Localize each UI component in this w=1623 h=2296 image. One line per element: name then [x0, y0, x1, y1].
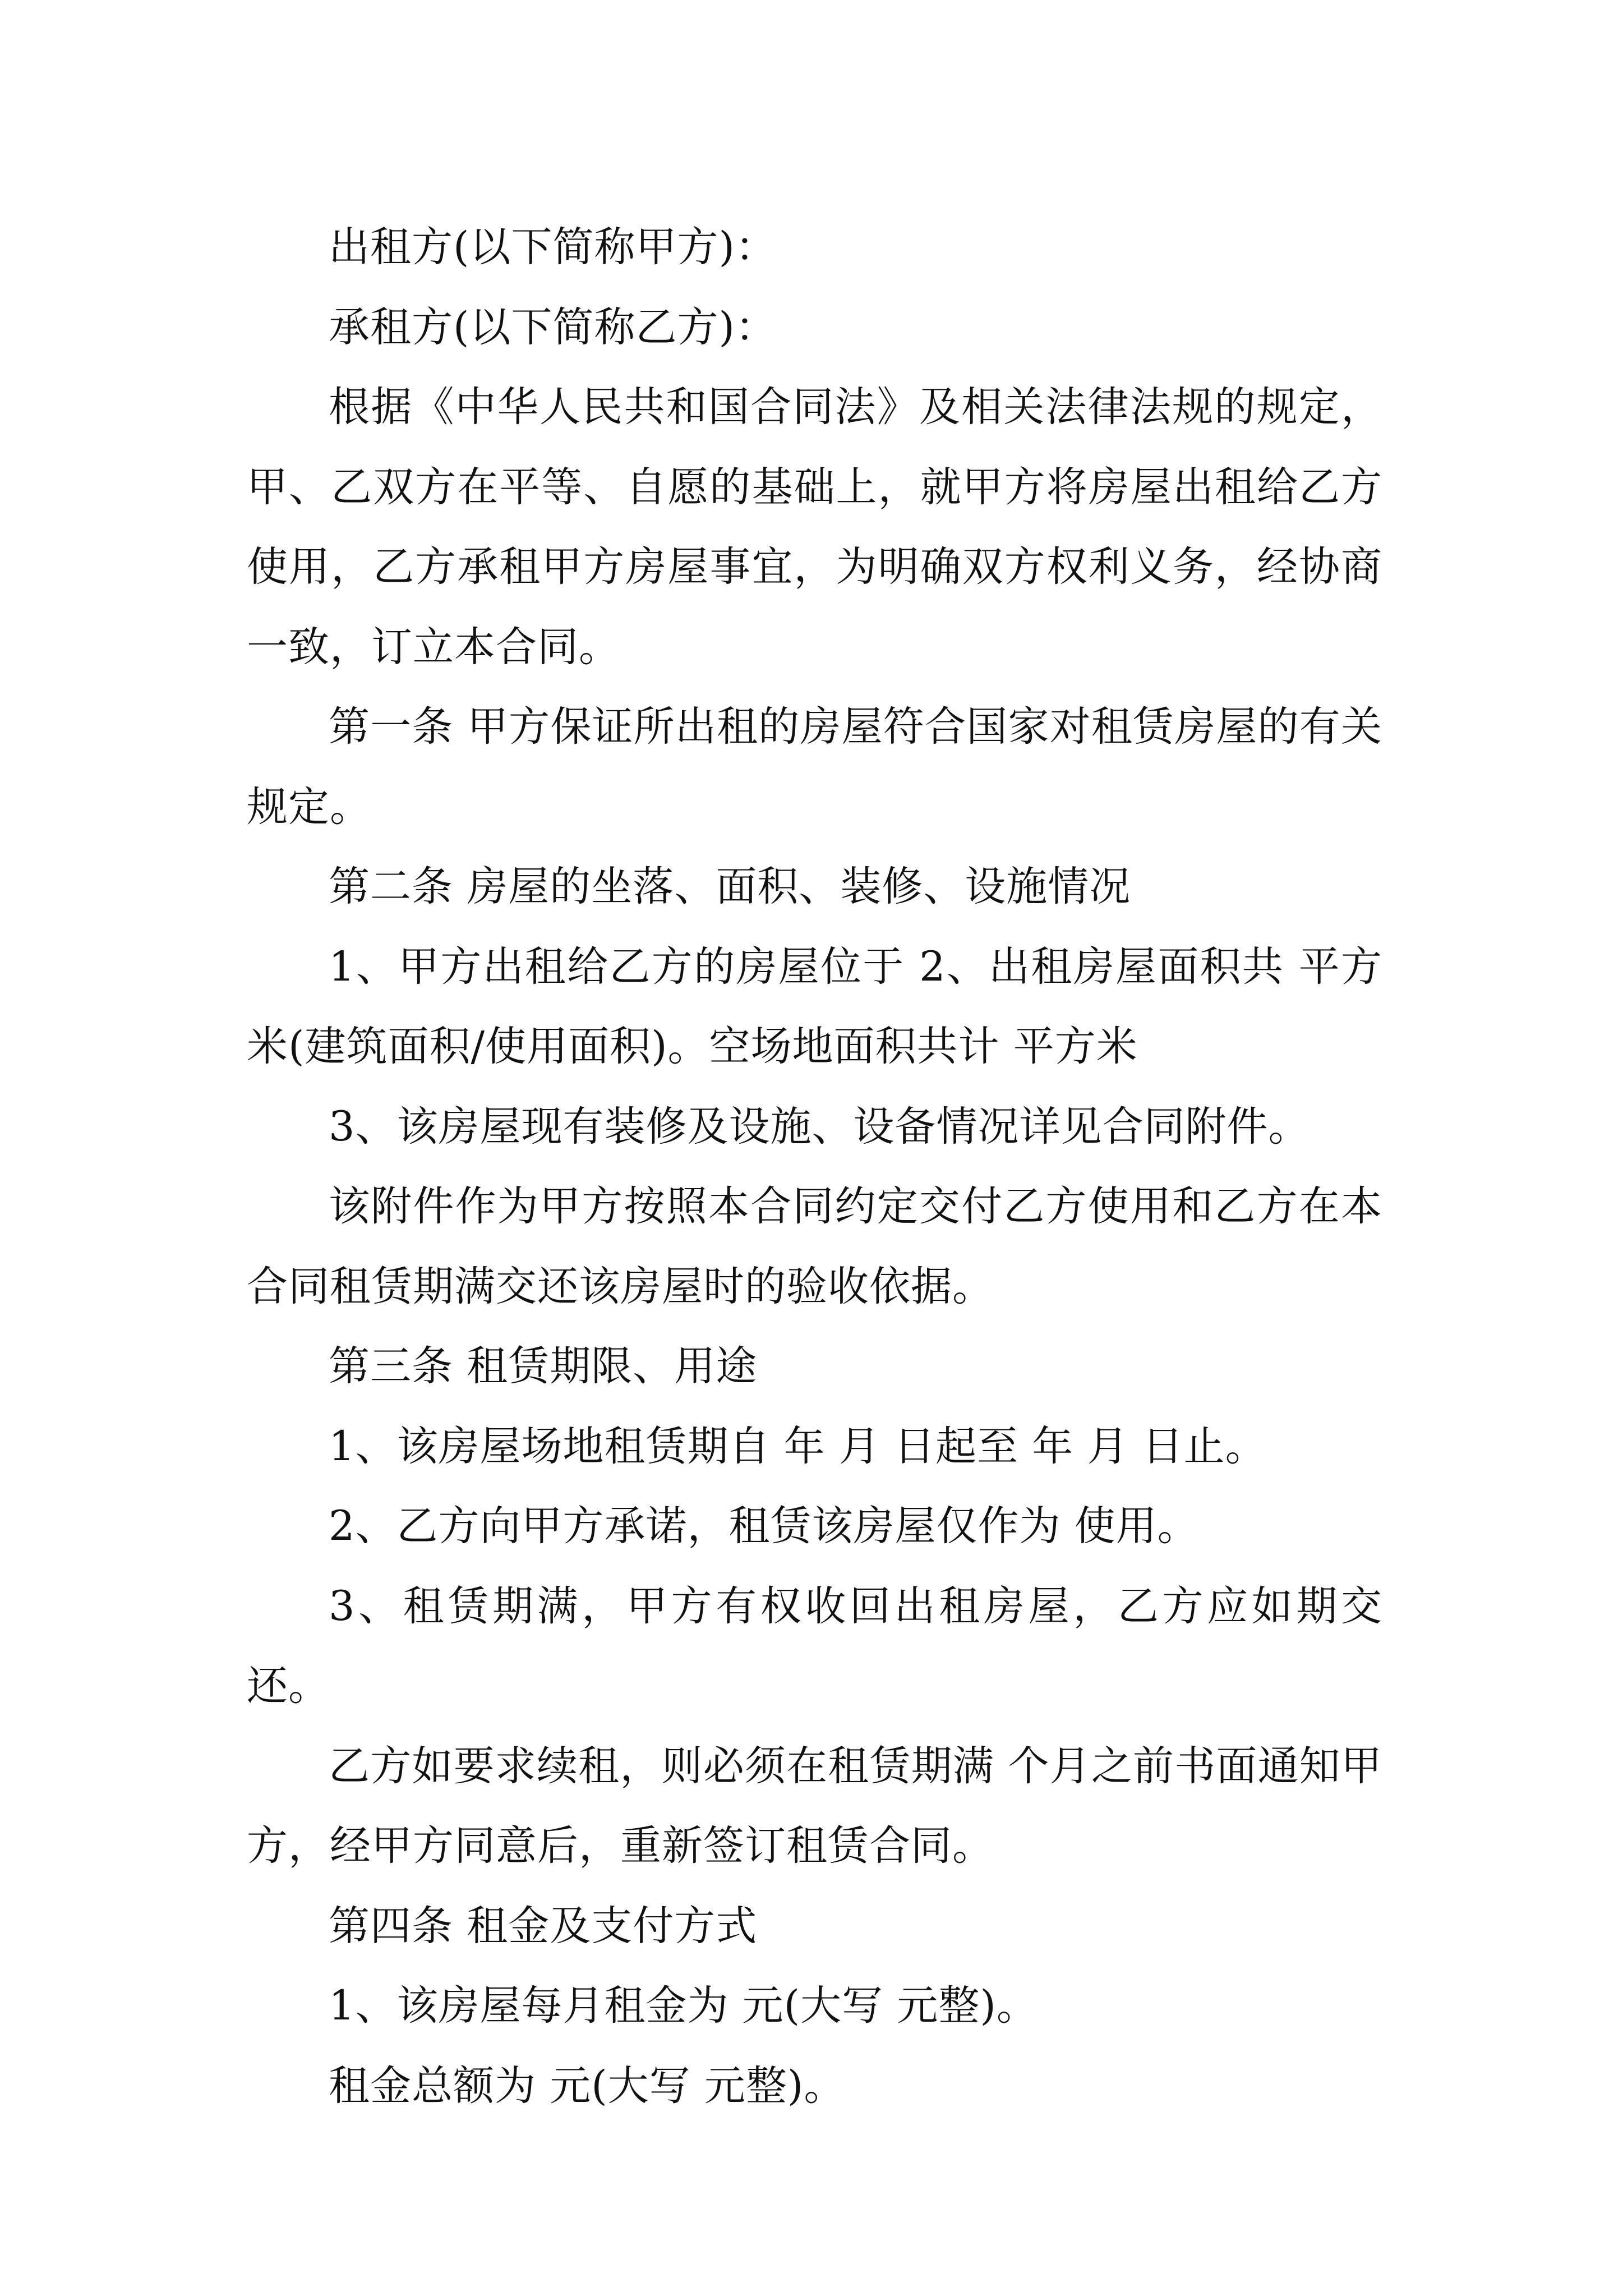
attachment-paragraph: 该附件作为甲方按照本合同约定交付乙方使用和乙方在本合同租赁期满交还该房屋时的验收依据。 [247, 1182, 1382, 1310]
article-2-heading: 第二条 房屋的坐落、面积、装修、设施情况 [329, 863, 1131, 910]
article-3-item-1: 1、该房屋场地租赁期自 年 月 日起至 年 月 日止。 [329, 1422, 1267, 1470]
document-body [247, 208, 1382, 2126]
article-1-paragraph: 第一条 甲方保证所出租的房屋符合国家对租赁房屋的有关规定。 [247, 703, 1382, 831]
party-b-line: 承租方(以下简称乙方)： [329, 303, 777, 351]
article-2-item-3: 3、该房屋现有装修及设施、设备情况详见合同附件。 [329, 1102, 1310, 1151]
article-4-item-1: 1、该房屋每月租金为 元(大写 元整)。 [329, 1982, 1038, 2030]
preamble-paragraph: 根据《中华人民共和国合同法》及相关法律法规的规定，甲、乙双方在平等、自愿的基础上，就甲方将房屋出租给乙方使用，乙方承租甲方房屋事宜，为明确双方权利义务，经协商一致，订立本合同。 [247, 383, 1382, 671]
party-a-line: 出租方(以下简称甲方)： [329, 223, 777, 271]
article-4-heading: 第四条 租金及支付方式 [329, 1902, 758, 1950]
article-3-heading: 第三条 租赁期限、用途 [329, 1342, 758, 1390]
total-rent-paragraph: 租金总额为 元(大写 元整)。 [329, 2062, 846, 2110]
article-2-item-1-2: 1、甲方出租给乙方的房屋位于 2、出租房屋面积共 平方米(建筑面积/使用面积)。空场地面积共计 平方米 [247, 942, 1382, 1070]
article-3-item-2: 2、乙方向甲方承诺，租赁该房屋仅作为 使用。 [329, 1502, 1199, 1550]
renewal-paragraph: 乙方如要求续租，则必须在租赁期满 个月之前书面通知甲方，经甲方同意后，重新签订租赁合同。 [247, 1742, 1382, 1870]
article-3-item-3: 3、租赁期满，甲方有权收回出租房屋，乙方应如期交还。 [247, 1582, 1382, 1710]
